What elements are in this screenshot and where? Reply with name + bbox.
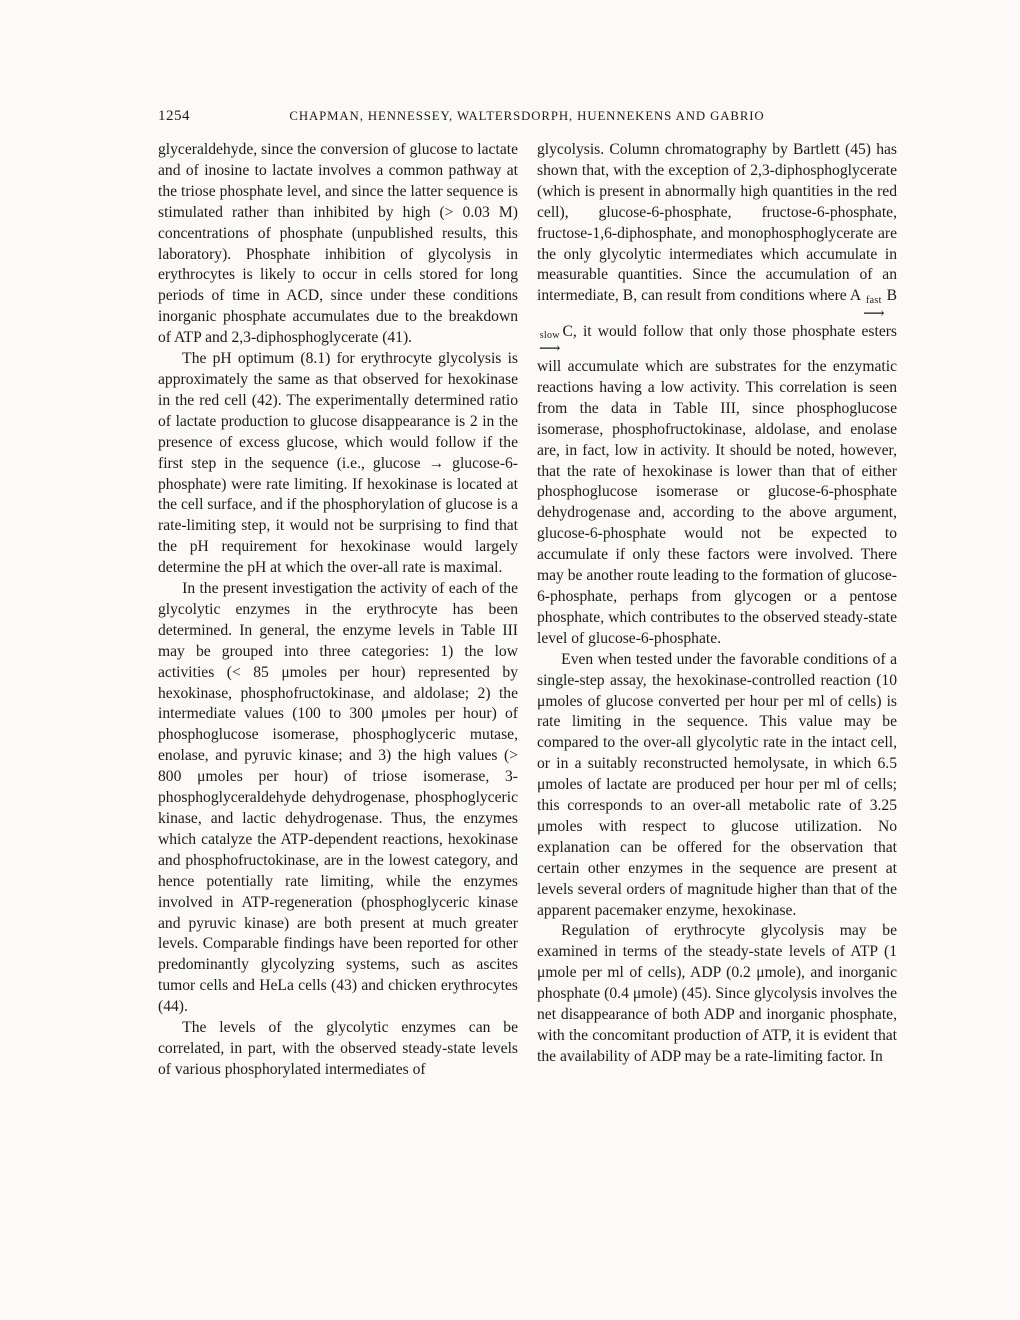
paragraph-enzyme-categories: In the present investigation the activity of each of the glycolytic enzymes in the erythrocyte has been determined. In general, the enzyme levels in Table III may be grouped into three categories: 1) the low activities (< 85 μmoles per hour) represented by hexokinase, phosphofructokinase, and aldolase; 2) the intermediate values (100 to 300 μmoles per hour) of phosphoglucose isomerase, phosphoglyceric mutase, enolase, and pyruvic kinase; and 3) the high values (> 800 μmoles per hour) of triose isomerase, 3-phosphoglyceraldehyde dehydrogenase, phosphoglyceric kinase, and lactic dehydrogenase. Thus, the enzymes which catalyze the ATP-dependent reactions, hexokinase and phosphofructokinase, are in the lowest category, and hence potentially rate limiting, while the enzymes involved in ATP-regeneration (phosphoglyceric kinase and pyruvic kinase) are both present at much greater levels. Comparable findings have been reported for other predominantly glycolyzing systems, such as ascites tumor cells and HeLa cells (43) and chicken erythrocytes (44). [158, 580, 518, 1016]
running-head: CHAPMAN, HENNESSEY, WALTERSDORPH, HUENNEKENS AND GABRIO [289, 109, 765, 123]
two-column-body [158, 140, 898, 1081]
paragraph-single-step-assay: Even when tested under the favorable conditions of a single-step assay, the hexokinase-controlled reaction (10 μmoles of glucose converted per hour per ml of cells) is rate limiting in the sequence. This value may be compared to the over-all glycolytic rate in the intact cell, or in a suitably reconstructed hemolysate, in which 6.5 μmoles of lactate are produced per hour per ml of cells; this corresponds to an over-all metabolic rate of 3.25 μmoles with respect to glucose utilization. No explanation can be offered for the observation that certain other enzymes in the sequence are present at levels several orders of magnitude higher than that of the apparent pacemaker enzyme, hexokinase. [537, 650, 897, 919]
paragraph-text-after-formula: , it would follow that only those phosphate esters will accumulate which are substrates for the enzymatic reactions having a low activity. This correlation is seen from the data in Table III, since phosphoglucose isomerase, phosphofructokinase, aldolase, and enolase are, in fact, low in activity. It should be noted, however, that the rate of hexokinase is lower than that of either phosphoglucose isomerase or glucose-6-phosphate dehydrogenase and, according to the above argument, glucose-6-phosphate would not be expected to accumulate if only these factors were involved. There may be another route leading to the formation of glucose-6-phosphate, perhaps from glycogen or a pentose phosphate, which contributes to the observed steady-state level of glucose-6-phosphate. [537, 322, 897, 647]
paragraph-ph-optimum: The pH optimum (8.1) for erythrocyte glycolysis is approximately the same as that observed for hexokinase in the red cell (42). The experimentally determined ratio of lactate production to glucose disappearance is 2 in the presence of excess glucose, which would follow if the first step in the sequence (i.e., glucose → glucose-6-phosphate) were rate limiting. If hexokinase is located at the cell surface, and if the phosphorylation of glucose is a rate-limiting step, it would not be surprising to find that the pH requirement for hexokinase would largely determine the pH at which the over-all rate is maximal. [158, 350, 518, 577]
formula-term-a: A [849, 287, 862, 305]
slow-arrow-label: slow [539, 330, 560, 341]
paragraph-regulation: Regulation of erythrocyte glycolysis may be examined in terms of the steady-state levels of ATP (1 μmole per ml of cells), ADP (0.2 μmole), and inorganic phosphate (0.4 μmole) (45). Since glycolysis involves the net disappearance of both ADP and inorganic phosphate, with the concomitant production of ATP, it is evident that the availability of ADP may be a rate-limiting factor. In [537, 922, 897, 1065]
page-number: 1254 [158, 108, 190, 124]
paragraph-continuation: glyceraldehyde, since the conversion of glucose to lactate and of inosine to lactate involves a common pathway at the triose phosphate level, and since the latter sequence is stimulated rather than inhibited by high (> 0.03 M) concentrations of phosphate (unpublished results, this laboratory). Phosphate inhibition of glycolysis in erythrocytes is likely to occur in cells stored for long periods of time in ACD, since under these conditions inorganic phosphate accumulates due to the breakdown of ATP and 2,3-diphosphoglycerate (41). [158, 141, 518, 347]
right-arrow-icon: ⟶ [863, 305, 885, 322]
page-header [158, 108, 896, 128]
paragraph-levels-correlated: The levels of the glycolytic enzymes can be correlated, in part, with the observed steady-state levels of various phosphorylated intermediates of [158, 1019, 518, 1078]
formula-term-c: C [562, 322, 573, 340]
right-column [537, 140, 897, 1081]
formula-term-b: B [886, 287, 897, 305]
paragraph-text-before-formula: glycolysis. Column chromatography by Bartlett (45) has shown that, with the exception of 2,3-diphosphoglycerate (which is present in abnormally high quantities in the red cell), glucose-6-phosphate, fructose-6-phosphate, fructose-1,6-diphosphate, and monophosphoglycerate are the only glycolytic intermediates which accumulate in measurable quantities. Since the accumulation of an intermediate, B, can result from conditions where [537, 141, 897, 305]
slow-arrow [539, 331, 561, 357]
left-column [158, 140, 518, 1081]
fast-arrow-label: fast [866, 294, 882, 306]
right-arrow-icon: ⟶ [539, 341, 561, 357]
fast-arrow [863, 296, 885, 322]
paragraph-glycolysis-chromatography [537, 140, 897, 650]
